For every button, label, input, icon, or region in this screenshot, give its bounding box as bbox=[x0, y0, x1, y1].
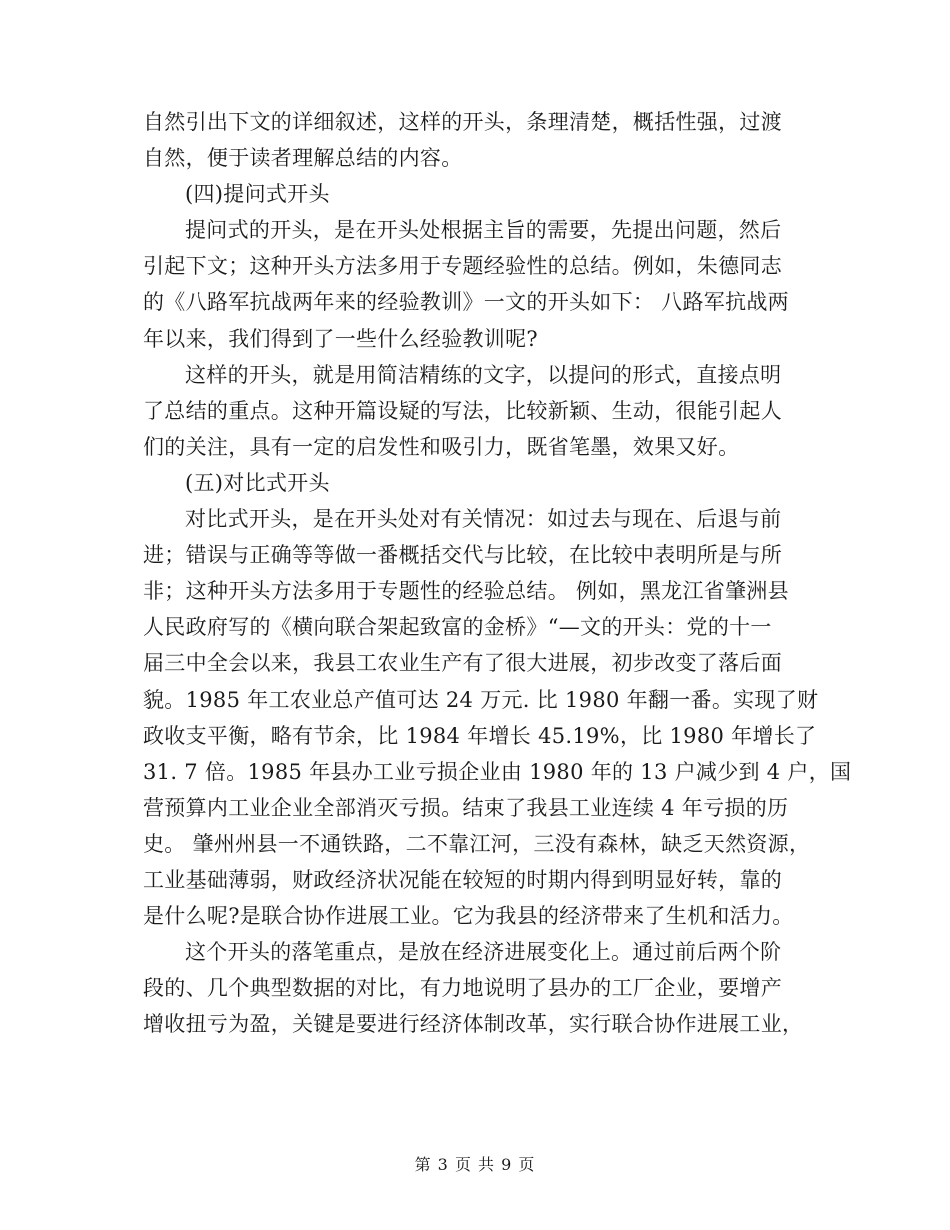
text-line: 自然，便于读者理解总结的内容。 bbox=[143, 146, 463, 171]
text-line: 貌。1985 年工农业总产值可达 24 万元. 比 1980 年翻一番。实现了财 bbox=[143, 687, 819, 712]
text-line: (五)对比式开头 bbox=[185, 470, 330, 495]
text-line: 这样的开头，就是用简洁精练的文字，以提问的形式，直接点明 bbox=[185, 362, 782, 387]
text-line: 提问式的开头，是在开头处根据主旨的需要，先提出问题，然后 bbox=[185, 218, 782, 243]
text-line: 增收扭亏为盈，关键是要进行经济体制改革，实行联合协作进展工业， bbox=[143, 1012, 804, 1037]
text-line: 段的、几个典型数据的对比，有力地说明了县办的工厂企业，要增产 bbox=[143, 976, 782, 1001]
text-line: 工业基础薄弱，财政经济状况能在较短的时期内得到明显好转，靠的 bbox=[143, 867, 782, 892]
text-line: 史。 肇州州县一不通铁路，二不靠江河，三没有森林，缺乏天然资源， bbox=[143, 831, 811, 856]
text-line: 进；错误与正确等等做一番概括交代与比较，在比较中表明所是与所 bbox=[143, 543, 782, 568]
text-line: (四)提问式开头 bbox=[185, 182, 330, 207]
text-line: 引起下文；这种开头方法多用于专题经验性的总结。例如，朱德同志 bbox=[143, 254, 782, 279]
text-line: 了总结的重点。这种开篇设疑的写法，比较新颖、生动，很能引起人 bbox=[143, 398, 782, 423]
text-line: 非；这种开头方法多用于专题性的经验总结。 例如，黑龙江省肇洲县 bbox=[143, 579, 789, 604]
text-line: 31. 7 倍。1985 年县办工业亏损企业由 1980 年的 13 户减少到 4 户，国 bbox=[143, 759, 852, 784]
text-line: 对比式开头，是在开头处对有关情况：如过去与现在、后退与前 bbox=[185, 507, 782, 532]
text-line: 届三中全会以来，我县工农业生产有了很大进展，初步改变了落后面 bbox=[143, 651, 782, 676]
document-body bbox=[143, 104, 852, 1042]
text-line: 自然引出下文的详细叙述，这样的开头，条理清楚，概括性强，过渡 bbox=[143, 110, 782, 134]
text-line: 营预算内工业企业全部消灭亏损。结束了我县工业连续 4 年亏损的历 bbox=[143, 795, 789, 820]
text-line: 政收支平衡，略有节余，比 1984 年增长 45.19%，比 1980 年增长了 bbox=[143, 723, 817, 748]
text-line: 年以来，我们得到了一些什么经验教训呢? bbox=[143, 326, 538, 351]
text-line: 人民政府写的《横向联合架起致富的金桥》“—文的开头：党的十一 bbox=[143, 615, 772, 640]
text-line: 们的关注，具有一定的启发性和吸引力，既省笔墨，效果又好。 bbox=[143, 434, 740, 459]
text-line: 是什么呢?是联合协作进展工业。它为我县的经济带来了生机和活力。 bbox=[143, 904, 794, 929]
text-line: 的《八路军抗战两年来的经验教训》一文的开头如下： 八路军抗战两 bbox=[143, 290, 789, 315]
page-footer: 第 3 页 共 9 页 bbox=[414, 1155, 536, 1174]
text-line: 这个开头的落笔重点，是放在经济进展变化上。通过前后两个阶 bbox=[185, 940, 782, 965]
